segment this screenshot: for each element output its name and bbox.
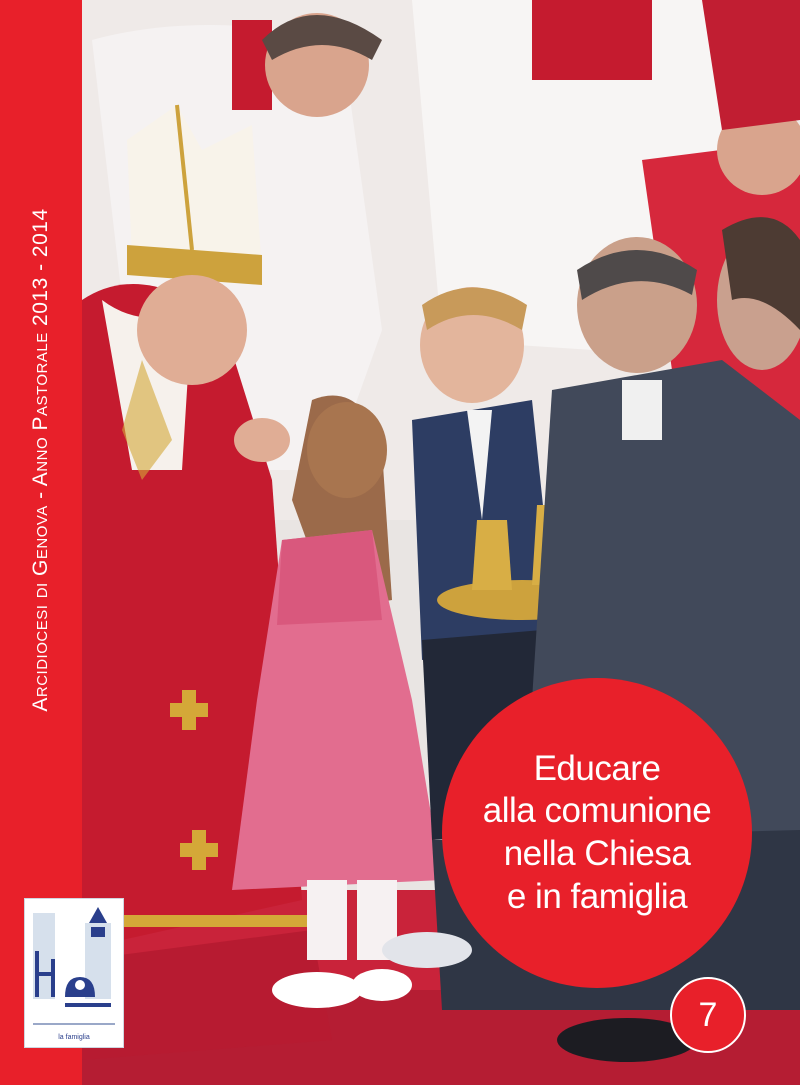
cover-title — [483, 748, 711, 919]
title-badge — [442, 678, 752, 988]
diocese-year-label: Arcidiocesi di Genova - Anno Pastorale 2013 - 2014 — [29, 208, 52, 712]
family-office-logo — [24, 898, 124, 1048]
title-line-1: Educare — [533, 748, 661, 788]
title-line-2: alla comunione — [482, 791, 712, 831]
title-line-3: nella Chiesa — [503, 834, 691, 873]
title-line-4: e in famiglia — [506, 876, 688, 916]
logo-caption: la famiglia — [58, 1034, 90, 1041]
issue-number-badge: 7 — [670, 977, 746, 1053]
